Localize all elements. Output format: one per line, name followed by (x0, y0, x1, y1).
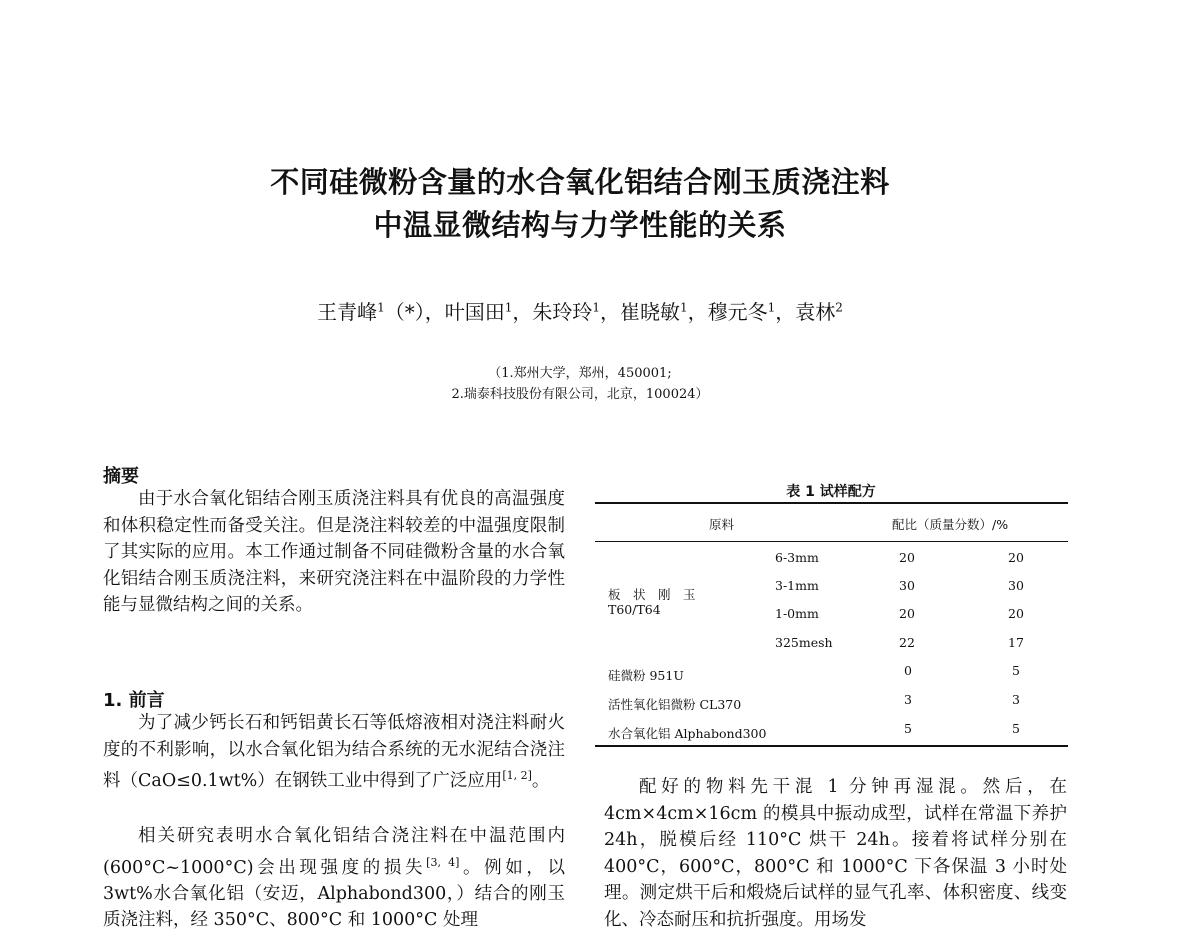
author-name: ，崔晓敏 (600, 300, 680, 324)
author-affil-sup: 1 (377, 300, 385, 315)
table-cell-value: 5 (904, 721, 912, 736)
abstract-paragraph: 由于水合氧化铝结合刚玉质浇注料具有优良的高温强度和体积稳定性而备受关注。但是浇注料较差的中温强度限制了其实际的应用。本工作通过制备不同硅微粉含量的水合氧化铝结合刚玉质浇注料，来研究浇注料在中温阶段的力学性能与显微结构之间的关系。 (103, 489, 565, 615)
table-cell-size: 3-1mm (775, 578, 819, 593)
affiliation-line-2: 2.瑞泰科技股份有限公司，北京，100024） (451, 387, 709, 402)
table-header-rule (595, 541, 1068, 542)
affiliation-line-1: （1.郑州大学，郑州，450001; (488, 366, 672, 381)
author-affil-sup: 2 (835, 300, 843, 315)
table-caption: 表 1 试样配方 (786, 484, 876, 500)
intro-paragraph-2 (103, 823, 565, 934)
table-cell-value: 30 (899, 578, 915, 593)
intro-p2-text-b: 。例如，以 3wt%水合氧化铝（安迈，Alphabond300，）结合的刚玉质浇注料，经 350°C、800°C 和 1000°C 处理 (103, 857, 565, 931)
intro-p1-text: 为了减少钙长石和钙铝黄长石等低熔液相对浇注料耐火度的不利影响，以水合氧化铝为结合系统的无水泥结合浇注料（CaO≤0.1wt%）在钢铁工业中得到了广泛应用 (103, 713, 565, 791)
table-header-ratio: 配比（质量分数）/% (892, 517, 1009, 532)
table-cell-value: 20 (1008, 550, 1024, 565)
table-group-label-grade: T60/T64 (608, 602, 661, 617)
author-affil-sup: 1 (592, 300, 600, 315)
table-header-material: 原料 (709, 517, 735, 532)
table-cell-material: 水合氧化铝 Alphabond300 (608, 726, 767, 741)
intro-p2-text-a: 相关研究表明水合氧化铝结合浇注料在中温范围内(600°C~1000°C)会出现强度的损失 (103, 826, 565, 878)
table-cell-value: 20 (899, 550, 915, 565)
table-cell-value: 20 (899, 606, 915, 621)
author-name: ，穆元冬 (687, 300, 768, 324)
table-cell-value: 0 (904, 663, 912, 678)
method-paragraph: 配好的物料先干混 1 分钟再湿混。然后，在4cm×4cm×16cm 的模具中振动成型，试样在常温下养护 24h，脱模后经 110°C 烘干 24h。接着将试样分别在 400°C，600°C，800°C 和 1000°C 下各保温 3 小时处理。测定烘干后和煅烧后试样的显气孔率、体积密度、线变化、冷态耐压和抗折强度。用场发 (604, 777, 1067, 930)
author-name: ，叶国田 (424, 300, 505, 324)
abstract-heading: 摘要 (103, 466, 139, 487)
table-cell-value: 17 (1008, 635, 1024, 650)
table-cell-value: 22 (899, 635, 915, 650)
paper-title-line-2: 中温显微结构与力学性能的关系 (373, 208, 787, 242)
author-affil-sup: 1 (767, 300, 776, 315)
intro-heading: 1. 前言 (103, 690, 165, 711)
table-group-label: 板 状 刚 玉 (608, 587, 696, 602)
table-cell-value: 20 (1008, 606, 1024, 621)
intro-p1-end: 。 (531, 770, 550, 791)
table-cell-size: 325mesh (775, 635, 833, 650)
intro-paragraph-1 (103, 710, 565, 794)
corresponding-mark: （*） (384, 300, 425, 324)
table-cell-value: 30 (1008, 578, 1024, 593)
table-cell-value: 5 (1012, 721, 1020, 736)
paper-title-line-1: 不同硅微粉含量的水合氧化铝结合刚玉质浇注料 (270, 165, 890, 199)
author-name: 王青峰 (317, 300, 378, 324)
table-cell-material: 活性氧化铝微粉 CL370 (608, 697, 742, 712)
citation: [1, 2] (502, 769, 532, 782)
author-name: ，朱玲玲 (512, 300, 593, 324)
table-cell-value: 3 (904, 692, 912, 707)
author-affil-sup: 1 (504, 300, 513, 315)
author-affil-sup: 1 (680, 300, 688, 315)
table-cell-material: 硅微粉 951U (608, 668, 684, 683)
citation: [3, 4] (426, 855, 460, 869)
author-list (0, 296, 1160, 325)
table-cell-size: 6-3mm (775, 550, 819, 565)
table-top-rule (595, 502, 1068, 504)
author-name: ，袁林 (775, 300, 836, 324)
table-cell-size: 1-0mm (775, 606, 819, 621)
table-cell-value: 5 (1012, 663, 1020, 678)
table-cell-value: 3 (1012, 692, 1020, 707)
table-bottom-rule (595, 745, 1068, 747)
